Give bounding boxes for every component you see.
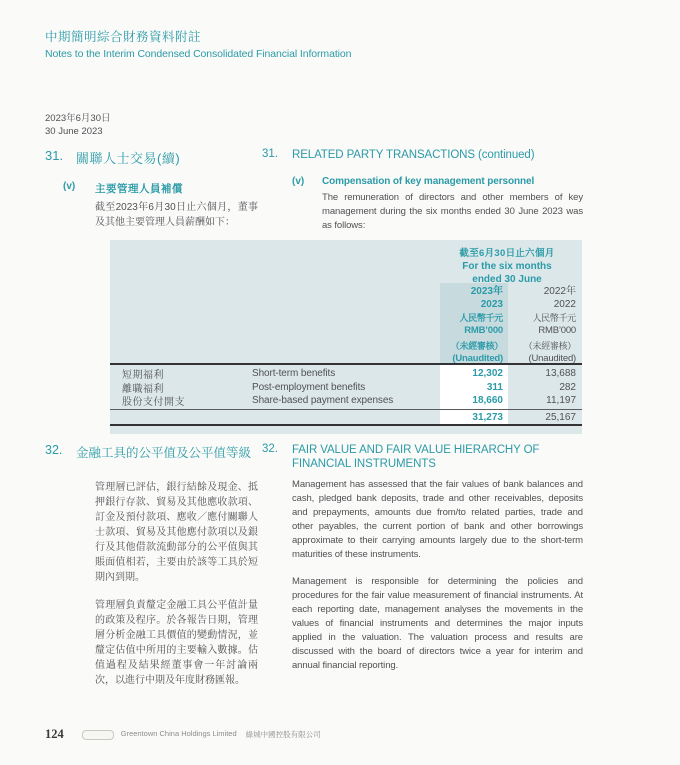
col-2023-year-en: 2023	[480, 298, 503, 310]
col-2022-year-zh: 2022年	[543, 286, 576, 297]
item-v-title-en: Compensation of key management personnel	[322, 176, 535, 187]
row-label-en: Short-term benefits	[252, 368, 336, 380]
section-31-body-zh: 截至2023年6月30日止六個月，董事及其他主要管理人員薪酬如下：	[95, 202, 258, 228]
section-31-number-en: 31.	[262, 148, 278, 160]
section-32-para1-zh: 管理層已評估，銀行結餘及現金、抵押銀行存款、貿易及其他應收款項、訂金及預付款項、應收／應付關聯人士款項、貿易及其他應付款項以及銀行及其他借款流動部分的公平值與其賬面值相若，主要由於該等工具於短期內到期。	[95, 482, 258, 583]
section-31-en	[262, 148, 583, 233]
section-31-title-zh: 關聯人士交易(續)	[76, 151, 181, 166]
total-value-2023: 31,273	[472, 412, 503, 424]
col-2023-year-zh: 2023年	[470, 286, 503, 297]
total-value-2022: 25,167	[545, 412, 576, 424]
row-value-2022: 11,197	[546, 395, 576, 407]
table-rule-top	[110, 363, 582, 365]
row-value-2023: 12,302	[472, 368, 503, 380]
section-31-number-zh: 31.	[45, 148, 64, 163]
col-2022-audit-zh: （未經審核）	[523, 341, 576, 351]
section-32-en	[262, 443, 583, 673]
col-2022-currency-en: RMB’000	[538, 324, 576, 336]
row-label-zh: 股份支付開支	[122, 397, 185, 409]
remuneration-table	[110, 240, 582, 434]
table-period-header	[432, 247, 582, 286]
period-header-zh: 截至6月30日止六個月	[459, 248, 555, 259]
section-31-zh	[45, 148, 259, 230]
section-32-title-zh: 金融工具的公平值及公平值等級	[76, 446, 252, 460]
table-row	[110, 381, 582, 395]
row-value-2022: 13,688	[545, 368, 576, 380]
company-name-zh: 綠城中國控股有限公司	[245, 730, 321, 739]
row-label-zh: 離職福利	[122, 383, 164, 395]
col-2023-audit-en: (Unaudited)	[452, 352, 503, 364]
section-32-para2-en: Management is responsible for determining the policies and procedures for the fair value measurement of financial instruments. At each reporting date, management analyses the movements in the values of financial instruments and determines the major inputs applied in the valuation. The valuation process and results are discussed with the board of directors twice a year for interim and annual financial reporting.	[292, 576, 583, 671]
table-body	[110, 367, 582, 408]
report-date-zh: 2023年6月30日	[45, 113, 111, 124]
section-32-title-en-line1: FAIR VALUE AND FAIR VALUE HIERARCHY OF	[292, 444, 540, 456]
company-logo-lozenge-icon	[82, 730, 114, 740]
item-v-label-en: (v)	[292, 176, 305, 187]
row-label-zh: 短期福利	[122, 370, 164, 382]
table-rule-bottom	[110, 424, 582, 426]
col-2023-currency-en: RMB’000	[464, 324, 503, 336]
row-value-2023: 18,660	[472, 395, 503, 407]
report-date	[45, 112, 110, 138]
table-total-row	[110, 411, 582, 425]
row-label-en: Share-based payment expenses	[252, 395, 394, 407]
col-2022-currency-zh: 人民幣千元	[532, 313, 576, 323]
section-32-title-en	[292, 443, 539, 471]
period-header-en-line1: For the six months	[462, 261, 552, 272]
section-32-zh	[45, 443, 259, 688]
section-32-title-en-line2: FINANCIAL INSTRUMENTS	[292, 458, 436, 470]
company-name-en: Greentown China Holdings Limited	[120, 729, 237, 738]
document-header	[45, 30, 351, 62]
row-value-2022: 282	[559, 381, 576, 393]
page-footer	[45, 727, 321, 742]
section-32-para2-zh: 管理層負責釐定金融工具公平值計量的政策及程序。於各報告日期，管理層分析金融工具價值的變動情況，並釐定估值中所用的主要輸入數據。估值過程及結果經董事會一年討論兩次，以進行中期及年度財務匯報。	[95, 600, 258, 686]
item-v-title-zh: 主要管理人員補償	[95, 183, 183, 195]
section-31-body-en: The remuneration of directors and other members of key management during the six months ended 30 June 2023 was as follows:	[322, 192, 583, 231]
document-title-en: Notes to the Interim Condensed Consolidated Financial Information	[45, 48, 352, 60]
table-row	[110, 367, 582, 381]
col-2022-year-en: 2022	[553, 298, 576, 310]
section-32-para1-en: Management has assessed that the fair values of bank balances and cash, pledged bank deposits, trade and other receivables, deposits and prepayments, amounts due from/to related parties, trade and other payables, the current portion of bank and other borrowings approximate to their carrying amounts largely due to the short-term maturities of these instruments.	[292, 479, 583, 560]
section-32-number-en: 32.	[262, 443, 278, 455]
col-2023-currency-zh: 人民幣千元	[459, 313, 503, 323]
col-2023-audit-zh: （未經審核）	[450, 341, 503, 351]
col-2022-audit-en: (Unaudited)	[528, 352, 576, 364]
report-date-en: 30 June 2023	[45, 126, 103, 137]
section-31-title-en: RELATED PARTY TRANSACTIONS (continued)	[292, 149, 535, 161]
page-number: 124	[45, 727, 64, 741]
section-32-number-zh: 32.	[45, 443, 63, 457]
row-label-en: Post-employment benefits	[252, 381, 366, 393]
document-title-zh: 中期簡明綜合財務資料附註	[45, 30, 202, 44]
table-row	[110, 394, 582, 408]
table-rule-subtotal	[110, 409, 582, 410]
column-header-2022	[500, 286, 576, 365]
column-header-2023	[440, 286, 503, 365]
item-v-label-zh: (v)	[63, 181, 76, 192]
period-header-en-line2: ended 30 June	[472, 274, 542, 285]
row-value-2023: 311	[486, 381, 503, 393]
